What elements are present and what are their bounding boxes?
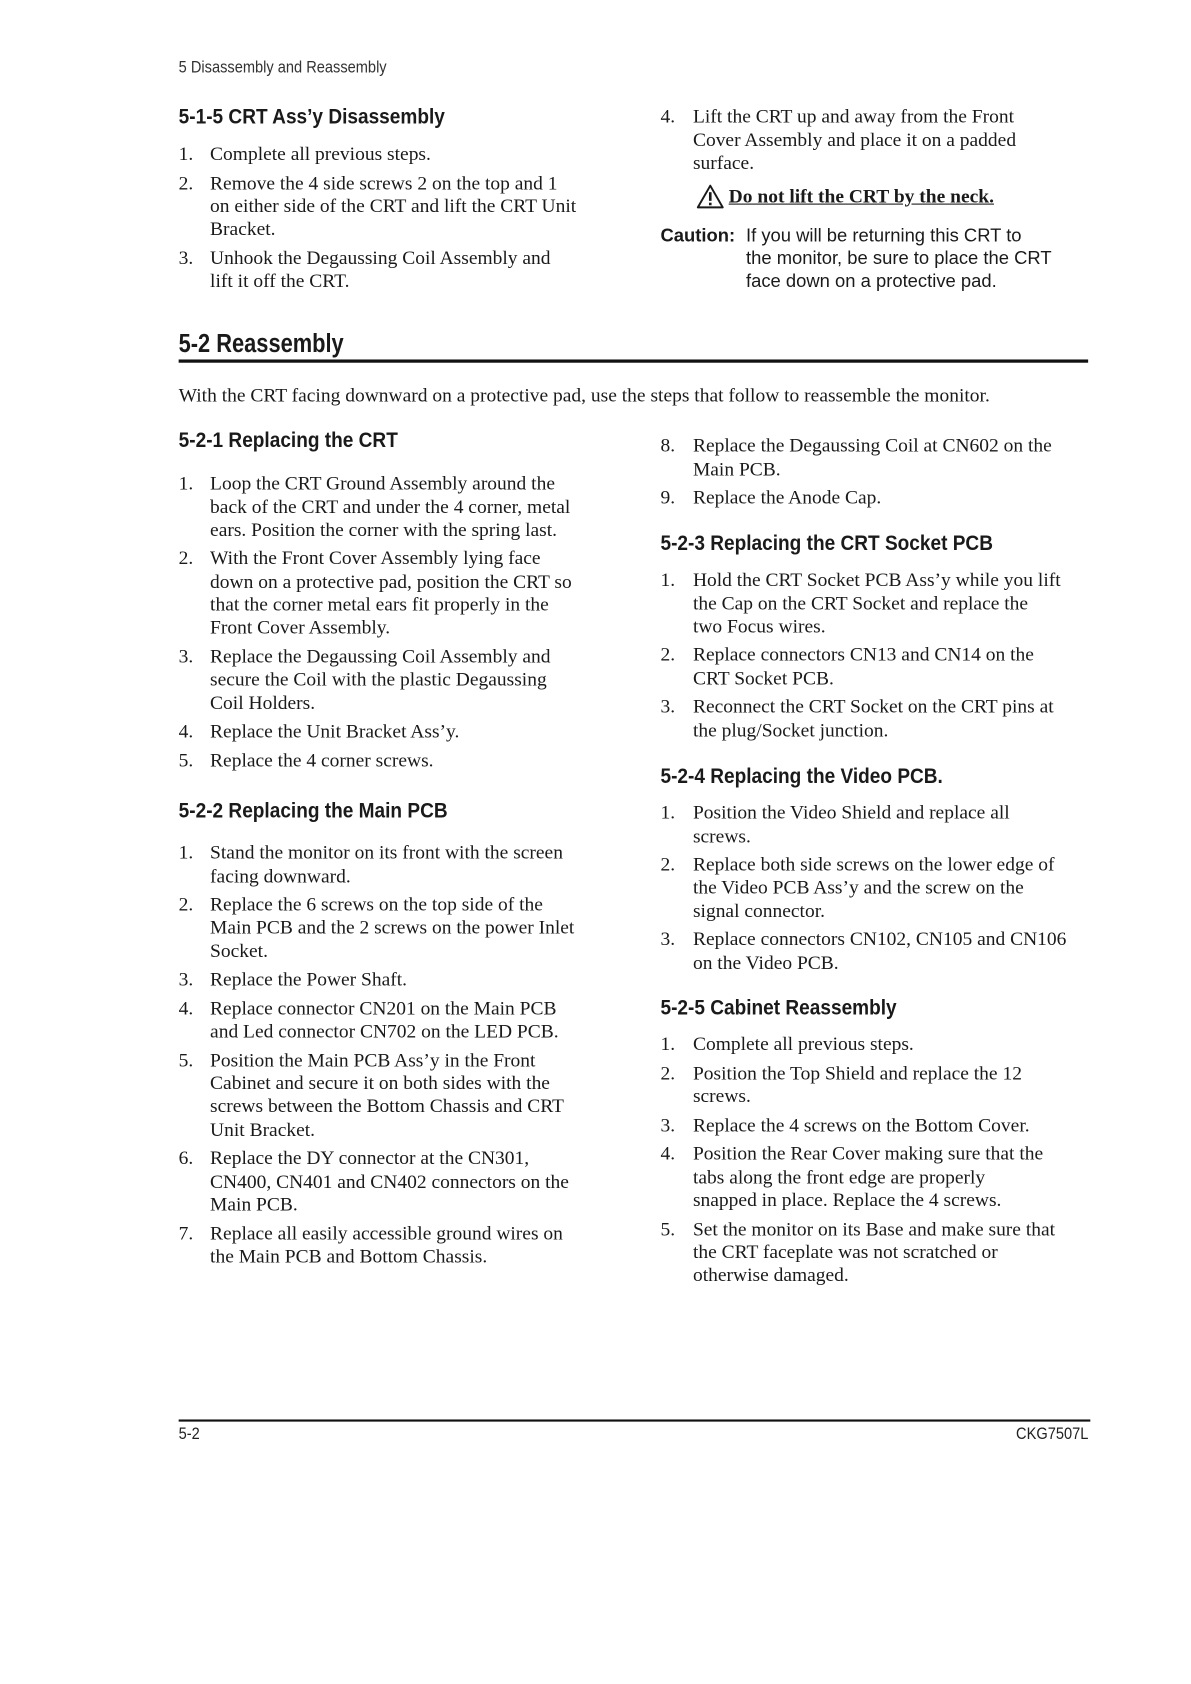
caution-text: If you will be returning this CRT to the monitor, be sure to place the CRT face down on a protective pad.	[746, 224, 1052, 291]
step-number: 1.	[178, 841, 194, 864]
warning-text: Do not lift the CRT by the neck.	[728, 185, 994, 207]
step-text: Replace the 4 corner screws.	[210, 748, 434, 771]
step-text: Replace the 4 screws on the Bottom Cover.	[692, 1113, 1030, 1136]
step-text: Replace the Degaussing Coil Assembly and secure the Coil with the plastic Degaussing Coil Holders.	[210, 645, 551, 714]
reassembly-intro: With the CRT facing downward on a protective pad, use the steps that follow to reassemble the monitor.	[178, 384, 990, 407]
step-text: Replace the Unit Bracket Ass’y.	[210, 720, 460, 742]
footer-rule	[179, 1419, 1091, 1421]
step-number: 2.	[178, 547, 194, 569]
replacing-video-pcb-steps	[660, 802, 1093, 981]
crt-disassembly-steps	[179, 143, 612, 299]
step-text: Reconnect the CRT Socket on the CRT pins at the plug/Socket junction.	[692, 695, 1054, 741]
section-title-text: 5-2-3 Replacing the CRT Socket PCB	[660, 531, 993, 556]
step-number: 5.	[178, 748, 194, 771]
step-number: 2.	[660, 1062, 676, 1084]
step-text: Replace all easily accessible ground wires on the Main PCB and Bottom Chassis.	[210, 1221, 563, 1267]
warning-note	[696, 184, 994, 209]
step	[660, 1218, 1093, 1287]
step	[660, 1143, 1093, 1212]
step	[179, 172, 612, 241]
step-number: 2.	[178, 893, 194, 916]
crt-disassembly-steps-continued	[660, 105, 1093, 180]
step-number: 3.	[660, 695, 676, 718]
step-number: 2.	[660, 643, 676, 666]
step	[660, 853, 1093, 922]
step-number: 8.	[660, 434, 676, 457]
step-text: Stand the monitor on its front with the screen facing downward.	[210, 841, 563, 887]
step-text: Unhook the Degaussing Coil Assembly and lift it off the CRT.	[210, 246, 551, 292]
step-text: Replace connectors CN102, CN105 and CN106 on the Video PCB.	[692, 928, 1067, 974]
step-number: 1.	[660, 801, 676, 824]
step-number: 7.	[178, 1221, 194, 1244]
step-number: 3.	[178, 645, 194, 667]
step	[660, 1062, 1093, 1108]
section-title-reassembly	[179, 329, 375, 359]
step-text: Loop the CRT Ground Assembly around the back of the CRT and under the 4 corner, metal ears. Position the corner with the spring last.	[210, 472, 571, 541]
step	[660, 696, 1093, 742]
section-title-replacing-main-pcb	[179, 798, 485, 824]
step-text: Replace the DY connector at the CN301, CN400, CN401 and CN402 connectors on the Main PCB.	[210, 1146, 569, 1215]
section-title-replacing-crt-socket-pcb	[660, 531, 1038, 557]
running-header-text: 5 Disassembly and Reassembly	[178, 58, 387, 77]
step-number: 9.	[660, 486, 676, 509]
step-number: 3.	[660, 1113, 676, 1136]
step-text: Lift the CRT up and away from the Front Cover Assembly and place it on a padded surface.	[692, 105, 1017, 174]
section-title-text: 5-2-5 Cabinet Reassembly	[660, 996, 897, 1020]
step-number: 4.	[178, 997, 194, 1019]
replacing-crt-steps	[179, 472, 612, 777]
section-title-cabinet-reassembly	[660, 995, 928, 1021]
step	[660, 802, 1093, 848]
step	[179, 997, 612, 1043]
section-title-text: 5-1-5 CRT Ass’y Disassembly	[178, 105, 445, 129]
caution-label: Caution:	[660, 224, 736, 246]
step	[179, 143, 612, 166]
step-text: Replace the Degaussing Coil at CN602 on the Main PCB.	[692, 434, 1052, 480]
step-text: With the Front Cover Assembly lying face down on a protective pad, position the CRT so that the corner metal ears fit properly in the Front Cover Assembly.	[210, 547, 572, 639]
step	[179, 247, 612, 293]
model-number: CKG7507L	[1015, 1424, 1089, 1444]
step	[660, 486, 1093, 509]
step-text: Replace connector CN201 on the Main PCB and Led connector CN702 on the LED PCB.	[210, 997, 559, 1042]
step	[660, 105, 1093, 174]
section-title-text: 5-2-2 Replacing the Main PCB	[178, 799, 448, 823]
step-number: 5.	[178, 1049, 194, 1071]
step-text: Replace the Anode Cap.	[692, 486, 882, 509]
step-number: 6.	[178, 1146, 194, 1169]
step	[179, 645, 612, 714]
step	[660, 928, 1093, 974]
section-rule	[179, 359, 1088, 362]
step-number: 4.	[660, 1142, 676, 1165]
section-title-replacing-video-pcb	[660, 763, 981, 789]
step	[179, 842, 612, 888]
step-number: 2.	[178, 172, 194, 194]
section-title-crt-disassembly	[179, 104, 482, 130]
step-number: 1.	[660, 568, 676, 591]
step	[179, 749, 612, 772]
section-title-text: 5-2 Reassembly	[178, 329, 344, 359]
running-header	[179, 58, 410, 77]
step	[660, 434, 1093, 480]
step-number: 3.	[178, 246, 194, 269]
step	[660, 1114, 1093, 1137]
replacing-main-pcb-steps	[179, 842, 612, 1274]
step-text: Replace the 6 screws on the top side of the Main PCB and the 2 screws on the power Inlet Socket.	[210, 893, 575, 962]
step-number: 1.	[660, 1033, 676, 1055]
step-text: Complete all previous steps.	[692, 1033, 914, 1055]
warning-triangle-icon	[696, 184, 724, 209]
step	[179, 1222, 612, 1268]
step-text: Replace connectors CN13 and CN14 on the CRT Socket PCB.	[692, 643, 1034, 689]
footer-model	[926, 1425, 1088, 1444]
step-number: 3.	[660, 928, 676, 950]
step-text: Position the Main PCB Ass’y in the Front Cabinet and secure it on both sides with the screws between the Bottom Chassis and CRT Unit Bracket.	[210, 1049, 564, 1140]
step-number: 4.	[178, 720, 194, 742]
replacing-crt-socket-pcb-steps	[660, 569, 1093, 748]
step-number: 1.	[178, 143, 194, 165]
step	[660, 644, 1093, 690]
footer-page-number	[179, 1425, 202, 1444]
step-text: Position the Top Shield and replace the 12 screws.	[692, 1062, 1022, 1107]
step-text: Set the monitor on its Base and make sure that the CRT faceplate was not scratched or otherwise damaged.	[692, 1217, 1056, 1286]
page-number: 5-2	[178, 1424, 200, 1444]
cabinet-reassembly-steps	[660, 1033, 1093, 1292]
step	[179, 720, 612, 743]
step-text: Replace the Power Shaft.	[210, 968, 408, 991]
step-number: 4.	[660, 105, 676, 128]
step	[660, 569, 1093, 638]
step	[179, 893, 612, 962]
step-text: Position the Video Shield and replace all screws.	[692, 801, 1010, 847]
step-number: 1.	[178, 472, 194, 495]
step	[660, 1033, 1093, 1056]
step-number: 2.	[660, 853, 676, 876]
step	[179, 547, 612, 639]
replacing-crt-steps-continued	[660, 434, 1093, 515]
section-title-text: 5-2-1 Replacing the CRT	[178, 428, 398, 453]
step-number: 5.	[660, 1217, 676, 1240]
step-text: Complete all previous steps.	[210, 143, 431, 165]
step	[179, 1147, 612, 1216]
section-title-replacing-crt	[179, 428, 428, 454]
step-text: Position the Rear Cover making sure that the tabs along the front edge are properly snapped in place. Replace the 4 screws.	[692, 1142, 1044, 1211]
step	[179, 1049, 612, 1141]
step	[179, 968, 612, 991]
section-title-text: 5-2-4 Replacing the Video PCB.	[660, 764, 943, 789]
step-text: Remove the 4 side screws 2 on the top and 1 on either side of the CRT and lift the CRT Unit Bracket.	[210, 172, 577, 240]
caution-note	[660, 224, 1115, 295]
step-text: Replace both side screws on the lower edge of the Video PCB Ass’y and the screw on the signal connector.	[692, 853, 1055, 922]
step-text: Hold the CRT Socket PCB Ass’y while you lift the Cap on the CRT Socket and replace the two Focus wires.	[692, 568, 1061, 637]
step	[179, 472, 612, 541]
step-number: 3.	[178, 968, 194, 991]
